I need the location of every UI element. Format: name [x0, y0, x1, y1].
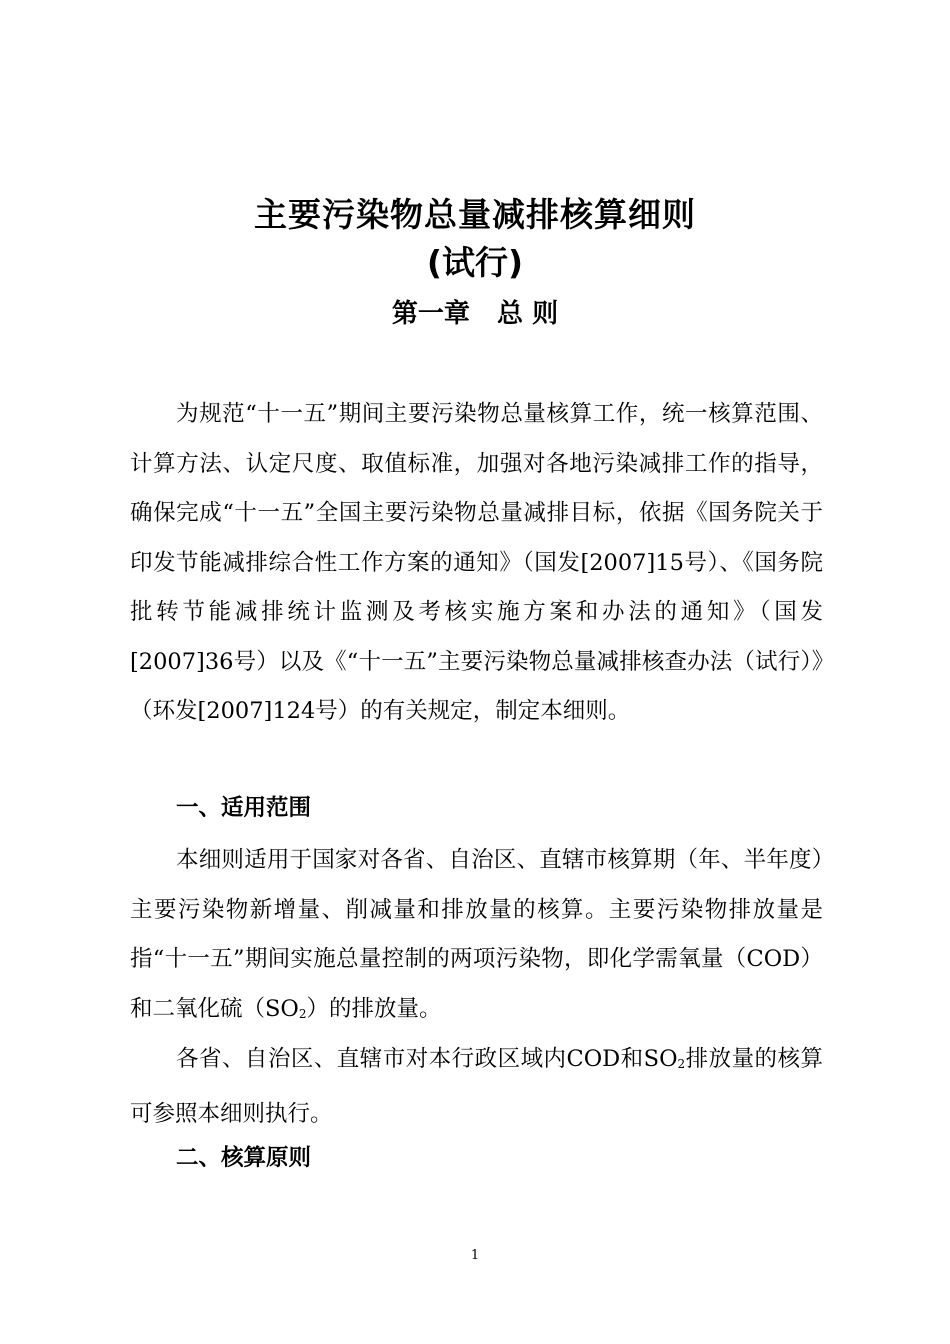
- scope-paragraph-1-text: 本细则适用于国家对各省、自治区、直辖市核算期（年、半年度）主要污染物新增量、削减量和排放量的核算。主要污染物排放量是指“十一五”期间实施总量控制的两项污染物，即化学需氧量（COD）和二氧化硫（SO: [130, 847, 823, 1022]
- so2-subscript: 2: [677, 1057, 686, 1071]
- intro-paragraph: 为规范“十一五”期间主要污染物总量核算工作，统一核算范围、计算方法、认定尺度、取值标准，加强对各地污染减排工作的指导，确保完成“十一五”全国主要污染物总量减排目标，依据《国务院关于印发节能减排综合性工作方案的通知》（国发[2007]15号）、《国务院批转节能减排统计监测及考核实施方案和办法的通知》（国发[2007]36号）以及《“十一五”主要污染物总量减排核查办法（试行）》（环发[2007]124号）的有关规定，制定本细则。: [130, 401, 823, 724]
- page-number: 1: [470, 1248, 480, 1263]
- scope-paragraph-2-tail: 排放量的核算可参照本细则执行。: [130, 1046, 823, 1127]
- scope-paragraph-2: [130, 1035, 823, 1139]
- section-heading-principles: 二、核算原则: [176, 1145, 312, 1171]
- scope-paragraph-1: [130, 836, 823, 1039]
- chapter-heading: 第一章 总 则: [391, 299, 559, 329]
- scope-paragraph-2-text: 各省、自治区、直辖市对本行政区域内COD和SO: [176, 1046, 678, 1072]
- so2-subscript: 2: [298, 1006, 307, 1021]
- section-heading-scope: 一、适用范围: [176, 795, 312, 821]
- scope-paragraph-1-tail: ）的排放量。: [306, 995, 442, 1022]
- document-title: 主要污染物总量减排核算细则: [254, 195, 696, 234]
- document-subtitle: (试行): [426, 243, 524, 282]
